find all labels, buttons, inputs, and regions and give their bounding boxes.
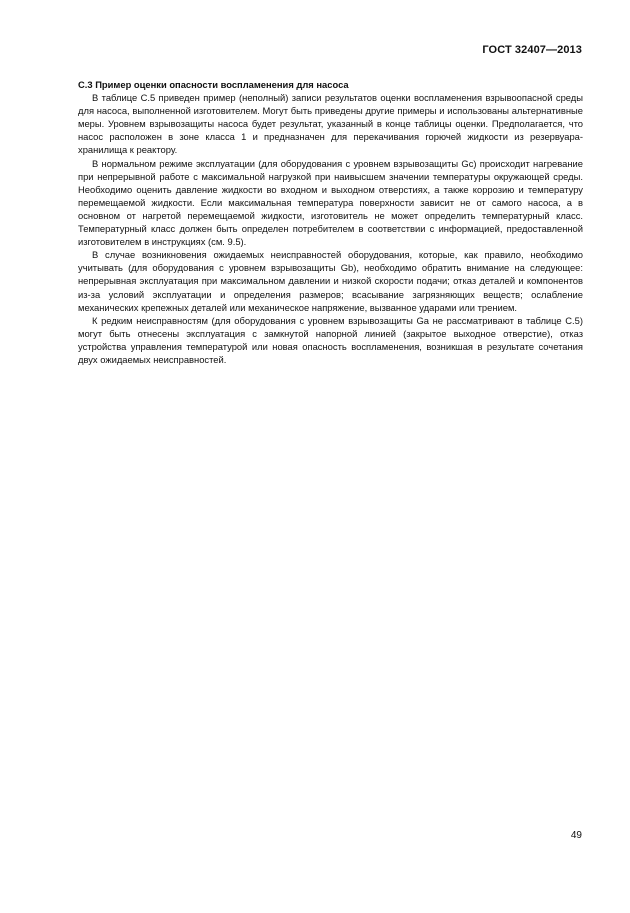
paragraph: В нормальном режиме эксплуатации (для оборудования с уровнем взрывозащиты Gc) происходит нагревание при непрерывной работе с максимальной нагрузкой при наивысшем значении температуры окружающей среды. Необходимо оценить давление жидкости во входном и выходном отверстиях, а также коррозию и температуру перемещаемой жидкости. Если максимальная температура поверхности зависит не от самого насоса, а в основном от нагретой перемещаемой жидкости, изготовитель не может определить температурный класс. Температурный класс должен быть определен потребителем в соответствии с информацией, предоставленной изготовителем в инструкциях (см. 9.5). (78, 157, 583, 248)
section-title: С.3 Пример оценки опасности воспламенения для насоса (78, 79, 349, 90)
page-number: 49 (570, 830, 582, 841)
section-content (78, 78, 583, 366)
document-id-header: ГОСТ 32407—2013 (482, 44, 582, 56)
paragraph: К редким неисправностям (для оборудования с уровнем взрывозащиты Ga не рассматривают в таблице С.5) могут быть отнесены эксплуатация с замкнутой напорной линией (закрытое выходное отверстие), отказ устройства управления температурой или новая опасность воспламенения, возникшая в результате сочетания двух ожидаемых неисправностей. (78, 314, 583, 365)
paragraph: В случае возникновения ожидаемых неисправностей оборудования, которые, как правило, необходимо учитывать (для оборудования с уровнем взрывозащиты Gb), необходимо обратить внимание на следующее: непрерывная эксплуатация при максимальном давлении и низкой скорости подачи; отказ деталей и компонентов из-за условий эксплуатации и определения размеров; всасывание загрязняющих веществ; ослабление механических крепежных деталей или механическое напряжение, вызванное ударами или трением. (78, 249, 583, 313)
paragraph: В таблице С.5 приведен пример (неполный) записи результатов оценки воспламенения взрывоопасной среды для насоса, выполненной изготовителем. Могут быть приведены другие примеры и использованы альтернативные меры. Уровнем взрывозащиты насоса будет результат, указанный в конце таблицы оценки. Предполагается, что насос расположен в зоне класса 1 и предназначен для перекачивания горючей жидкости из резервуара-хранилища к реактору. (78, 92, 583, 156)
